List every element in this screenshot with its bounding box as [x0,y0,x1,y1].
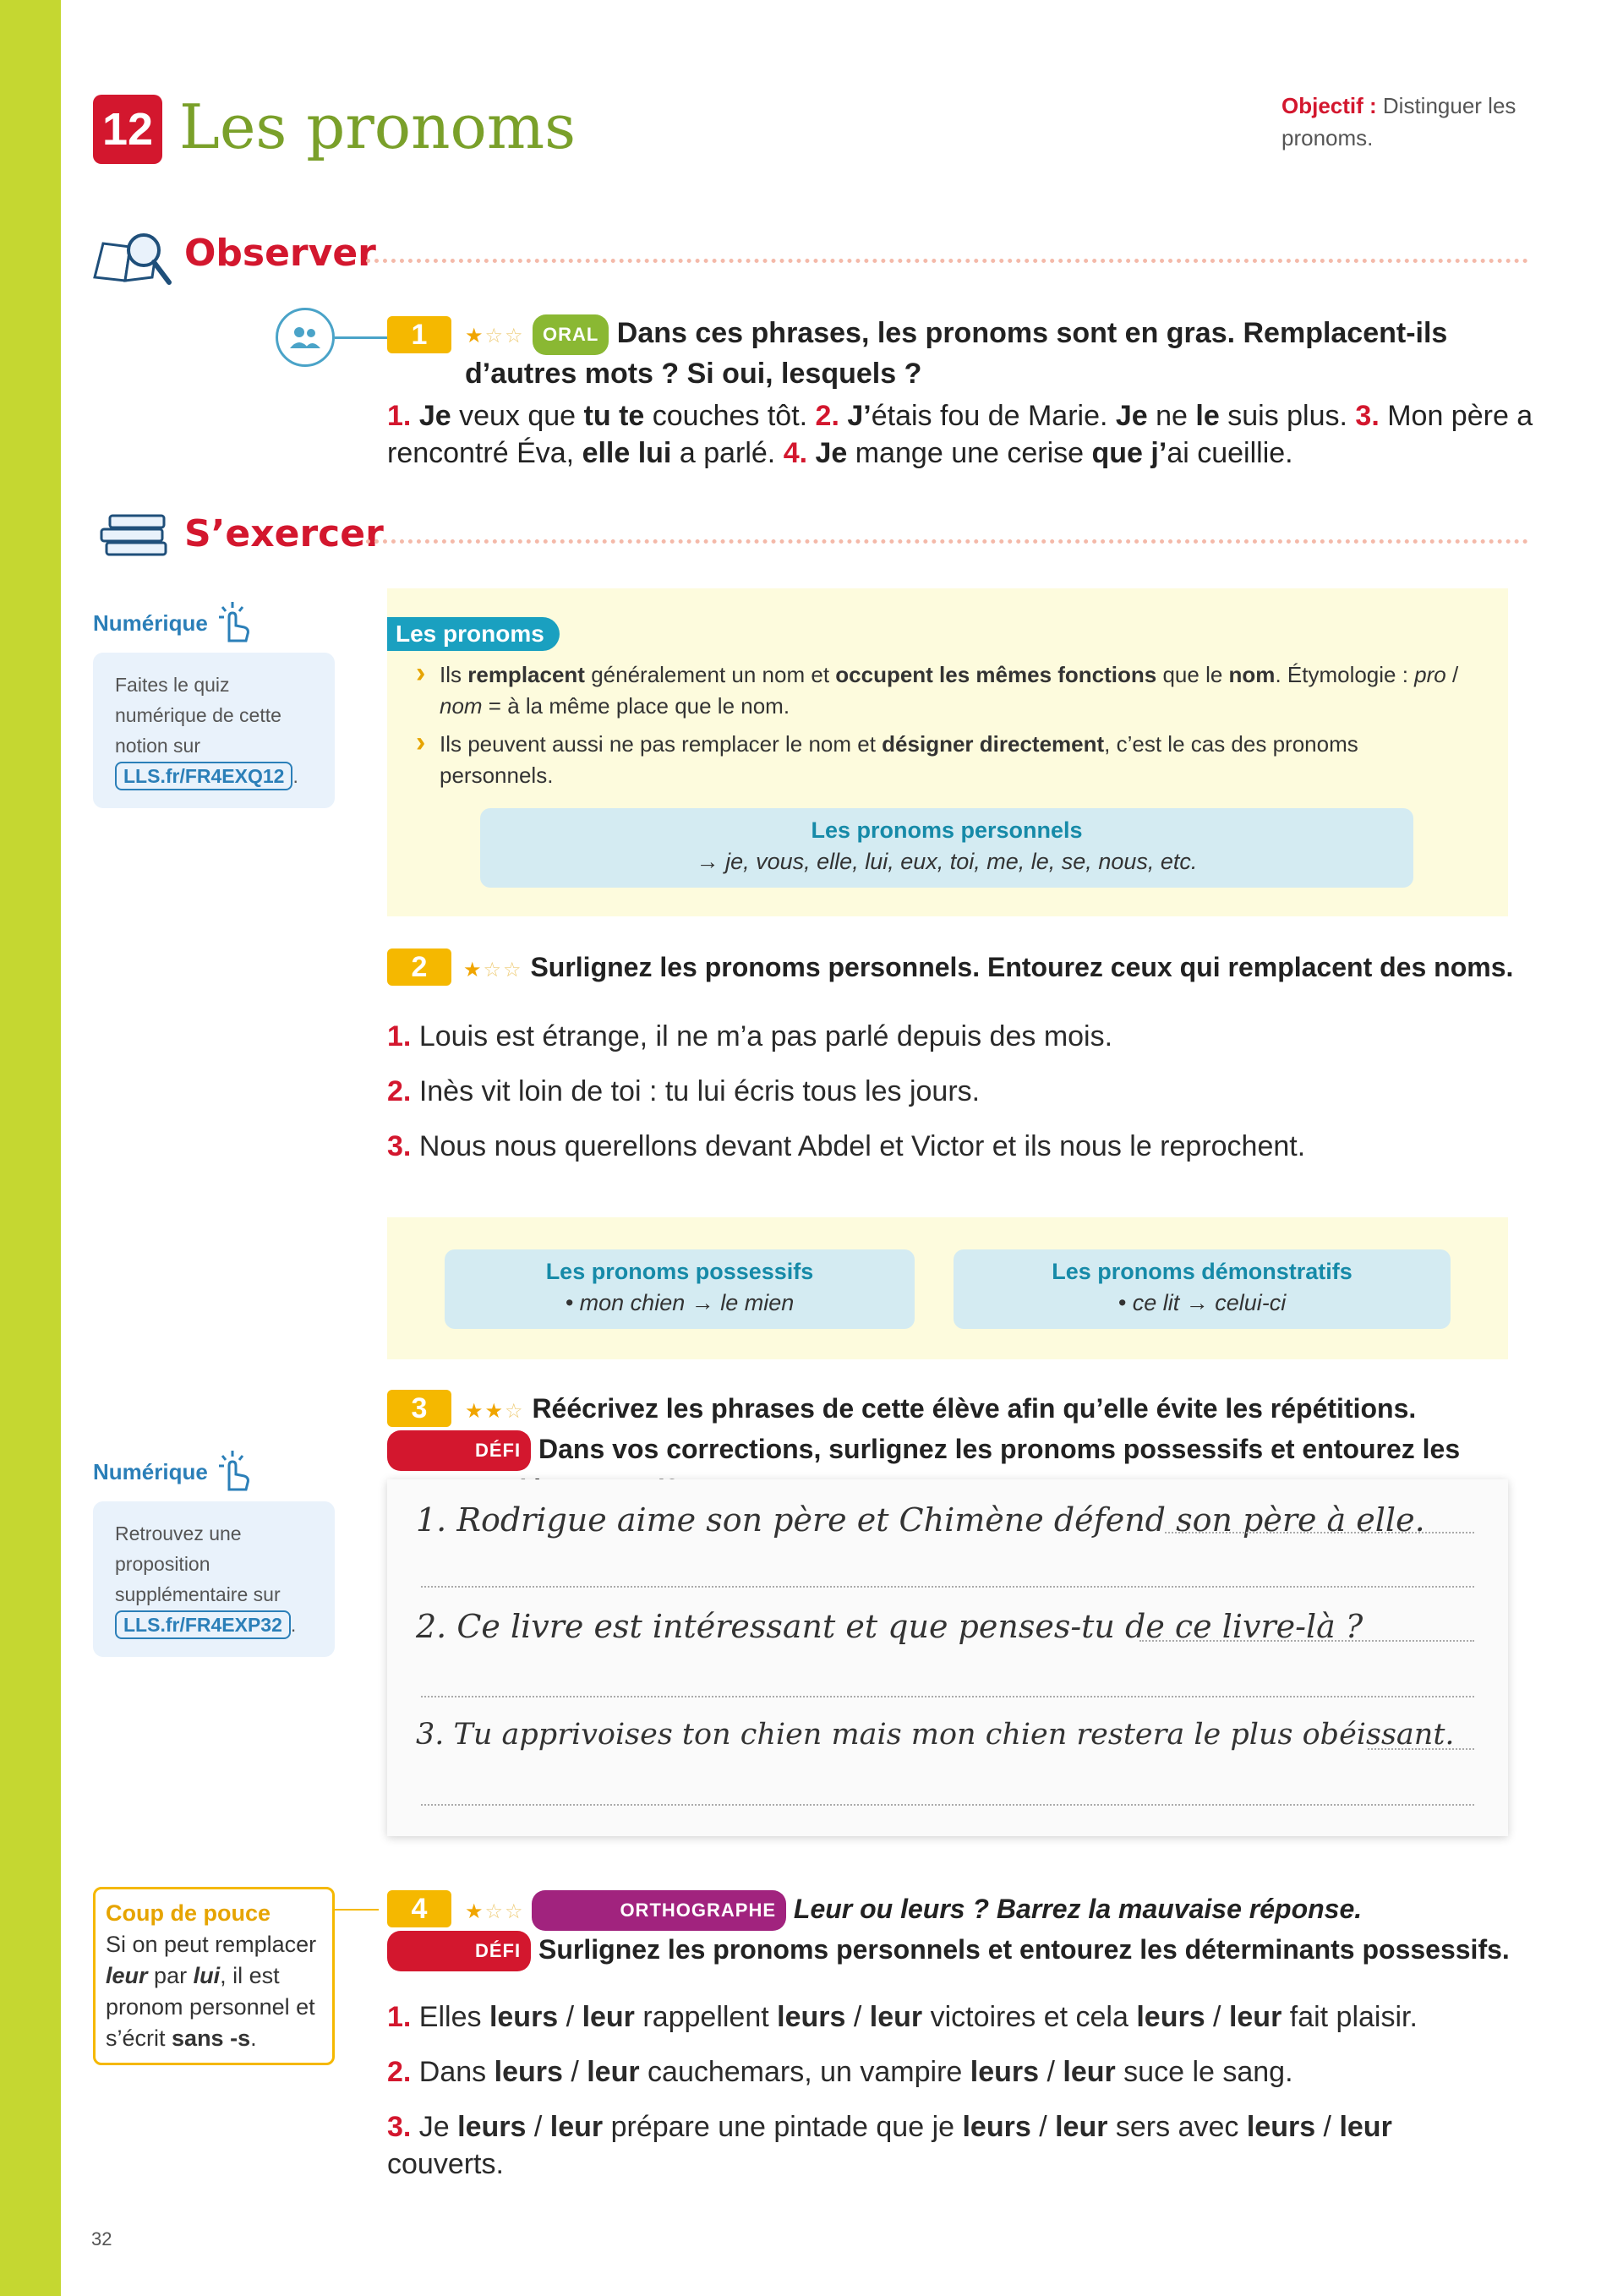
exercise-1 [387,314,1537,472]
exercise-number-1: 1 [387,316,451,353]
lesson-bullet: › Ils peuvent aussi ne pas remplacer le nom et désigner directement, c’est le cas des pronoms personnels. [416,729,1473,791]
list-item: 1. Louis est étrange, il ne m’a pas parlé depuis des mois. [387,1020,1113,1052]
defi-tag: DÉFI [387,1430,531,1471]
lesson-badge: Les pronoms [387,617,560,651]
exercise-1-instruction: Dans ces phrases, les pronoms sont en gras. Remplacent-ils d’autres mots ? Si oui, lesquels ? [465,317,1448,390]
exercise-2-instruction: Surlignez les pronoms personnels. Entourez ceux qui remplacent des noms. [530,952,1514,982]
dotted-divider [366,259,1528,263]
lesson-box-2 [387,1217,1508,1359]
exercise-4-instruction: Leur ou leurs ? Barrez la mauvaise réponse. [793,1894,1363,1924]
coup-de-pouce-box [93,1887,335,2065]
objective [1281,90,1535,154]
lesson-bullet: › Ils remplacent généralement un nom et occupent les mêmes fonctions que le nom. Étymologie : pro / nom = à la même place que le nom. [416,659,1473,722]
pronoms-demonstratifs-box [954,1249,1451,1329]
answer-line[interactable] [421,1804,1474,1806]
pronoms-personnels-box [480,808,1413,888]
difficulty-stars: ★★☆ [465,1400,525,1423]
handwritten-line: 3. Tu apprivoises ton chien mais mon chien restera le plus obéissant. [416,1718,1455,1752]
numerique-label: Numérique [93,1449,335,1491]
pronoms-personnels-list: → je, vous, elle, lui, eux, toi, me, le, se, nous, etc. [696,849,1198,874]
pronoms-personnels-title: Les pronoms personnels [811,817,1083,843]
list-item: 2. Dans leurs / leur cauchemars, un vampire leurs / leur suce le sang. [387,2056,1293,2088]
section-observer [91,225,1528,286]
answer-line[interactable] [1139,1640,1474,1642]
lesson-box [387,588,1508,916]
objective-text: Distinguer les pronoms. [1281,93,1516,150]
pronoms-possessifs-box [445,1249,915,1329]
list-item: 1. Elles leurs / leur rappellent leurs / leur victoires et cela leurs / leur fait plaisir. [387,2001,1418,2033]
coup-de-pouce-title: Coup de pouce [106,1900,270,1926]
group-icon [288,325,322,350]
exercise-3-instruction-2: Dans vos corrections, surlignez les pronoms possessifs et entourez les [538,1434,1461,1464]
numerique-body: Faites le quiz numérique de cette notion sur LLS.fr/FR4EXQ12 . [93,653,335,808]
objective-label: Objectif : [1281,93,1377,118]
defi-tag: DÉFI [387,1931,531,1971]
exercise-4-consigne [387,1890,1511,1971]
coup-de-pouce-text: Si on peut remplacer leur par lui, il est pronom personnel et s’écrit sans -s. [106,1932,317,2051]
exercise-number-4: 4 [387,1890,451,1927]
answer-line[interactable] [421,1586,1474,1588]
tap-hand-icon [214,600,253,642]
oral-tag: ORAL [533,314,609,355]
exercise-number-3: 3 [387,1390,451,1427]
connector-line [335,1909,379,1911]
pronoms-demonstratifs-title: Les pronoms démonstratifs [1052,1259,1352,1284]
books-icon [91,506,181,566]
pronoms-demonstratifs-example: • ce lit → celui-ci [1118,1290,1287,1315]
list-item: 3. Je leurs / leur prépare une pintade que je leurs / leur sers avec leurs / leur couverts. [387,2111,1392,2180]
group-work-badge [276,308,335,367]
lesson-bullets [416,659,1473,798]
exercise-1-sentences: 1. Je veux que tu te couches tôt. 2. J’étais fou de Marie. Je ne le suis plus. 3. Mon père a rencontré Éva, elle lui a parlé. 4. Je mange une cerise que j’ai cueillie. [387,400,1533,469]
difficulty-stars: ★☆☆ [463,959,523,981]
section-title-observer: Observer [184,232,376,275]
exercise-4-instruction-2: Surlignez les pronoms personnels et entourez les déterminants possessifs. [538,1934,1510,1965]
chapter-number: 12 [93,95,162,164]
exercise-number-2: 2 [387,948,451,986]
pronoms-possessifs-title: Les pronoms possessifs [545,1259,814,1284]
exercise-3-instruction: Réécrivez les phrases de cette élève afin qu’elle évite les répétitions. [532,1393,1417,1424]
orthographe-tag: ORTHOGRAPHE [532,1890,786,1931]
connector-line [335,336,391,339]
page-title: Les pronoms [179,91,577,162]
page-number: 32 [91,2228,112,2250]
pronoms-possessifs-example: • mon chien → le mien [565,1290,795,1315]
numerique-link[interactable]: LLS.fr/FR4EXP32 [115,1610,291,1639]
list-item: 2. Inès vit loin de toi : tu lui écris tous les jours. [387,1075,981,1107]
answer-line[interactable] [1368,1748,1474,1750]
answer-line[interactable] [1165,1532,1474,1533]
handwritten-line: 2. Ce livre est intéressant et que penses-tu de ce livre-là ? [416,1608,1363,1645]
numerique-body: Retrouvez une proposition supplémentaire sur LLS.fr/FR4EXP32 . [93,1501,335,1657]
exercise-2-consigne [463,948,1520,989]
difficulty-stars: ★☆☆ [465,325,525,347]
numerique-box-1 [93,600,335,808]
tap-hand-icon [214,1449,253,1491]
exercise-4-items [387,1998,1511,2200]
exercise-1-consigne [387,314,1537,392]
exercise-2-items [387,1018,1511,1183]
difficulty-stars: ★☆☆ [465,1900,525,1923]
numerique-text: Faites le quiz numérique de cette notion sur [115,674,281,757]
section-title-sexercer: S’exercer [184,512,384,555]
answer-line[interactable] [421,1696,1474,1697]
dotted-divider [366,539,1528,544]
numerique-text: Retrouvez une proposition supplémentaire sur [115,1522,281,1605]
numerique-link[interactable]: LLS.fr/FR4EXQ12 [115,762,292,790]
handwritten-line: 1. Rodrigue aime son père et Chimène défend son père à elle. [416,1501,1425,1539]
writing-area [387,1479,1508,1836]
list-item: 3. Nous nous querellons devant Abdel et Victor et ils nous le reprochent. [387,1130,1306,1162]
numerique-box-2 [93,1449,335,1657]
magnifier-book-icon [91,225,181,292]
section-sexercer [91,506,1528,566]
side-color-bar [0,0,61,2296]
numerique-label: Numérique [93,600,335,642]
